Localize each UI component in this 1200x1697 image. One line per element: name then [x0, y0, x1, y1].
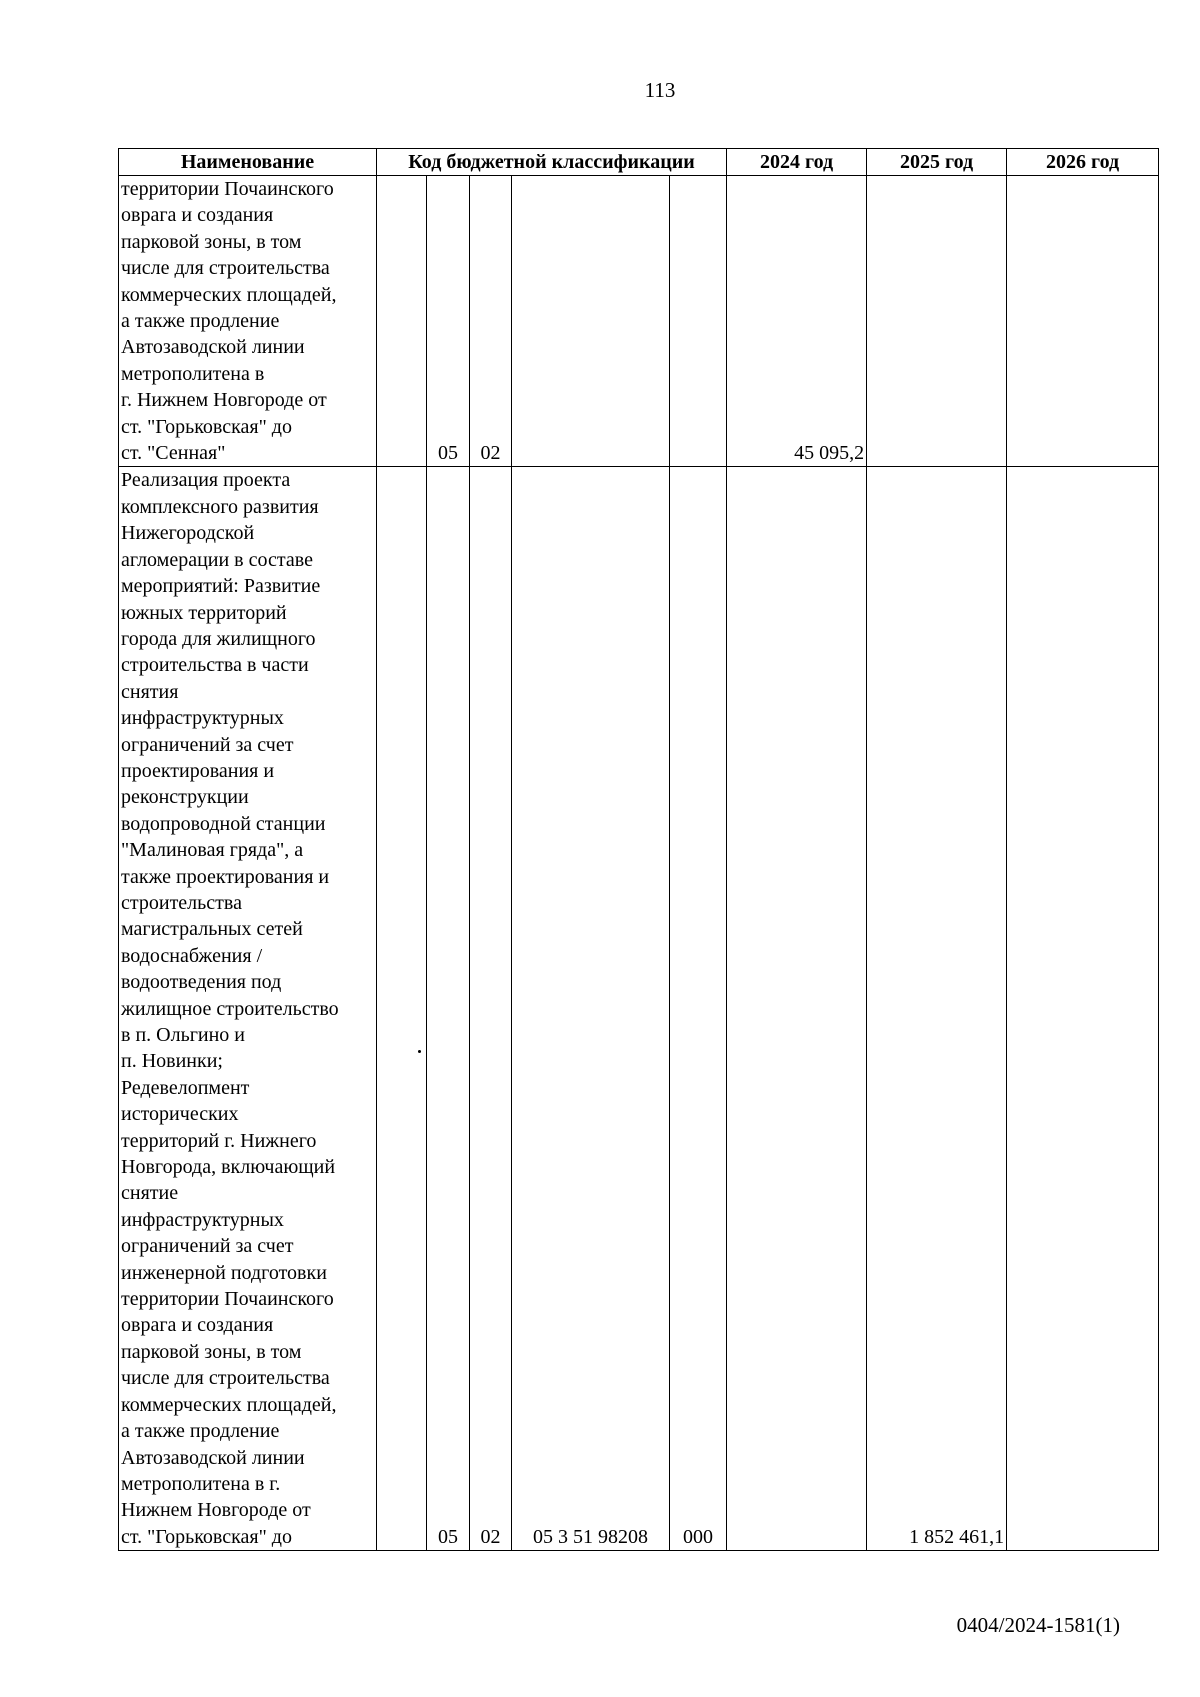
- code-subsection: 02: [470, 467, 512, 1551]
- code-expense-type: 000: [670, 467, 727, 1551]
- code-part-1: [377, 176, 427, 467]
- code-target-article: 05 3 51 98208: [512, 467, 670, 1551]
- header-code: Код бюджетной классификации: [377, 149, 727, 176]
- code-expense-type: [670, 176, 727, 467]
- amount-2024: 45 095,2: [727, 176, 867, 467]
- document-id: 0404/2024-1581(1): [956, 1613, 1120, 1637]
- amount-2025: [867, 176, 1007, 467]
- budget-table: [118, 148, 1159, 1551]
- code-section: 05: [427, 176, 470, 467]
- page-number: 113: [644, 78, 676, 102]
- amount-2025: 1 852 461,1: [867, 467, 1007, 1551]
- code-section: 05: [427, 467, 470, 1551]
- row-name-cell: Реализация проекта комплексного развития Нижегородской агломерации в составе мероприятий: Развитие южных территорий города для жилищного строительства в части снятия инфраструктурных ограничений за счет проектирования и реконструкции водопроводной станции "Малиновая гряда", а также проектирования и строительства магистральных сетей водоснабжения / водоотведения под жилищное строительство в п. Ольгино и п. Новинки; Редевелопмент исторических территорий г. Нижнего Новгорода, включающий снятие инфраструктурных ограничений за счет инженерной подготовки территории Почаинского оврага и создания парковой зоны, в том числе для строительства коммерческих площадей, а также продление Автозаводской линии метрополитена в г. Нижнем Новгороде от ст. "Горьковская" до: [119, 467, 377, 1551]
- table-header-row: [119, 149, 1159, 176]
- header-2026: 2026 год: [1007, 149, 1159, 176]
- amount-2026: [1007, 176, 1159, 467]
- header-name: Наименование: [119, 149, 377, 176]
- code-target-article: [512, 176, 670, 467]
- amount-2024: [727, 467, 867, 1551]
- scan-speck: [418, 1050, 421, 1053]
- row-name-cell: территории Почаинского оврага и создания парковой зоны, в том числе для строительства коммерческих площадей, а также продление Автозаводской линии метрополитена в г. Нижнем Новгороде от ст. "Горьковская" до ст. "Сенная": [119, 176, 377, 467]
- amount-2026: [1007, 467, 1159, 1551]
- code-part-1: [377, 467, 427, 1551]
- table-row: [119, 467, 1159, 1551]
- code-subsection: 02: [470, 176, 512, 467]
- table-row: [119, 176, 1159, 467]
- header-2024: 2024 год: [727, 149, 867, 176]
- header-2025: 2025 год: [867, 149, 1007, 176]
